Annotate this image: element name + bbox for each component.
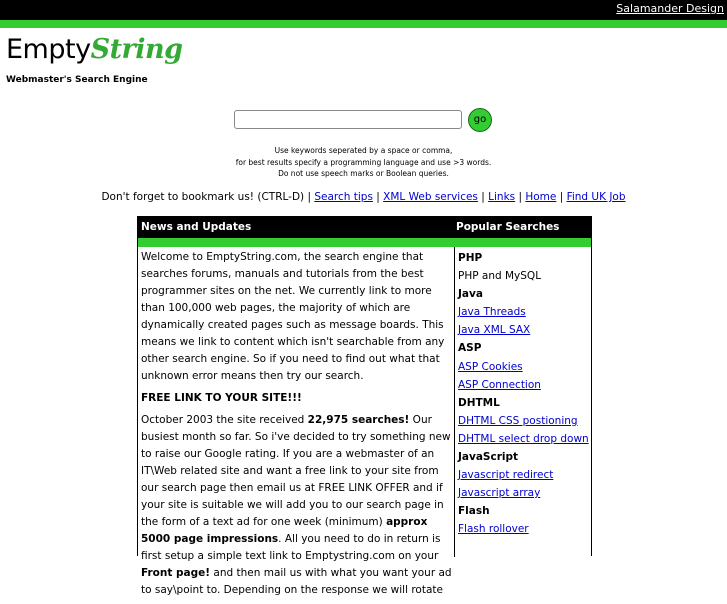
news-welcome-paragraph: Welcome to EmptyString.com, the search engine that searches forums, manuals and tutorials from the best programmer sites on the net. We currently link to more than 100,000 web pages, the majority of which are dynamically created pages such as message boards. This means we link to content which isn't searchable from any other search engine. So if you need to find out what that unknown error means then try our search. bbox=[141, 251, 445, 382]
popular-category-heading: Java bbox=[458, 288, 483, 301]
offer-text-a: October 2003 the site received bbox=[141, 414, 308, 426]
xml-web-services-link[interactable]: XML Web services bbox=[383, 191, 478, 203]
logo-empty-text: Empty bbox=[6, 34, 91, 65]
popular-category-heading: PHP bbox=[458, 252, 483, 264]
popular-category-heading: ASP bbox=[458, 342, 482, 355]
hint-line-3: Do not use speech marks or Boolean queries. bbox=[278, 169, 449, 178]
popular-heading: Popular Searches bbox=[456, 221, 560, 233]
popular-search-link[interactable]: Javascript redirect bbox=[458, 469, 554, 482]
popular-category-heading: Flash bbox=[458, 505, 490, 518]
links-link[interactable]: Links bbox=[488, 191, 516, 203]
bookmark-text: Don't forget to bookmark us! (CTRL-D) | bbox=[101, 191, 311, 203]
panel-header bbox=[138, 216, 591, 238]
news-column bbox=[141, 249, 452, 604]
nav-link-line: Don't forget to bookmark us! (CTRL-D) | Search tips | XML Web services | Links | Home | Find UK Job bbox=[101, 191, 626, 203]
news-heading: News and Updates bbox=[141, 221, 252, 233]
offer-front-page: Front page! bbox=[141, 567, 211, 579]
salamander-design-link[interactable]: Salamander Design bbox=[616, 2, 724, 15]
news-offer-paragraph bbox=[141, 412, 452, 599]
home-link[interactable]: Home bbox=[525, 191, 557, 203]
popular-search-link[interactable]: ASP Cookies bbox=[458, 360, 523, 373]
free-link-heading: FREE LINK TO YOUR SITE!!! bbox=[141, 392, 302, 404]
popular-search-link[interactable]: DHTML select drop down bbox=[458, 432, 589, 445]
popular-search-text: PHP and MySQL bbox=[458, 270, 542, 283]
popular-category-heading: DHTML bbox=[458, 396, 500, 409]
green-accent-bar bbox=[0, 20, 727, 28]
search-input[interactable] bbox=[234, 110, 462, 129]
popular-search-link[interactable]: Java XML SAX bbox=[458, 324, 531, 337]
search-hints bbox=[0, 145, 727, 180]
offer-searches-count: 22,975 searches! bbox=[307, 414, 410, 426]
column-divider bbox=[454, 247, 455, 557]
find-uk-job-link[interactable]: Find UK Job bbox=[566, 191, 626, 203]
top-bar bbox=[0, 0, 727, 20]
offer-impressions: approx 5000 page impressions bbox=[141, 516, 428, 545]
hint-line-2: for best results specify a programming language and use >3 words. bbox=[235, 157, 492, 167]
popular-category-heading: JavaScript bbox=[458, 451, 519, 464]
popular-search-link[interactable]: Flash rollover bbox=[458, 523, 529, 536]
go-button[interactable]: go bbox=[468, 108, 492, 132]
content-panel bbox=[137, 216, 592, 596]
logo-string-text: String bbox=[90, 34, 183, 65]
offer-text-g: and then mail us with what you want your ad to say\point to. Depending on the response we will rotate bbox=[141, 567, 452, 596]
offer-text-e: . All you need to do in return is first setup a simple text link to Emptystring.com on your bbox=[141, 533, 441, 562]
panel-green-bar bbox=[138, 238, 591, 247]
popular-search-link[interactable]: Javascript array bbox=[458, 487, 541, 500]
hint-line-1: Use keywords seperated by a space or comma, bbox=[274, 146, 453, 155]
popular-search-link[interactable]: DHTML CSS postioning bbox=[458, 414, 578, 427]
popular-search-link[interactable]: ASP Connection bbox=[458, 378, 541, 391]
offer-text-c: Our busiest month so far. So i've decided to try something new to raise our Google rating. If you are a webmaster of an IT\Web related site and want a free link to your site from our search page then email us at FREE LINK OFFER and if your site is suitable we will add you to our search page in the form of a text ad for one week (minimum) bbox=[141, 414, 451, 528]
logo[interactable] bbox=[6, 34, 183, 65]
popular-search-link[interactable]: Java Threads bbox=[458, 306, 526, 319]
popular-searches-column bbox=[458, 249, 591, 539]
search-tips-link[interactable]: Search tips bbox=[314, 191, 373, 203]
tagline: Webmaster's Search Engine bbox=[6, 75, 148, 85]
